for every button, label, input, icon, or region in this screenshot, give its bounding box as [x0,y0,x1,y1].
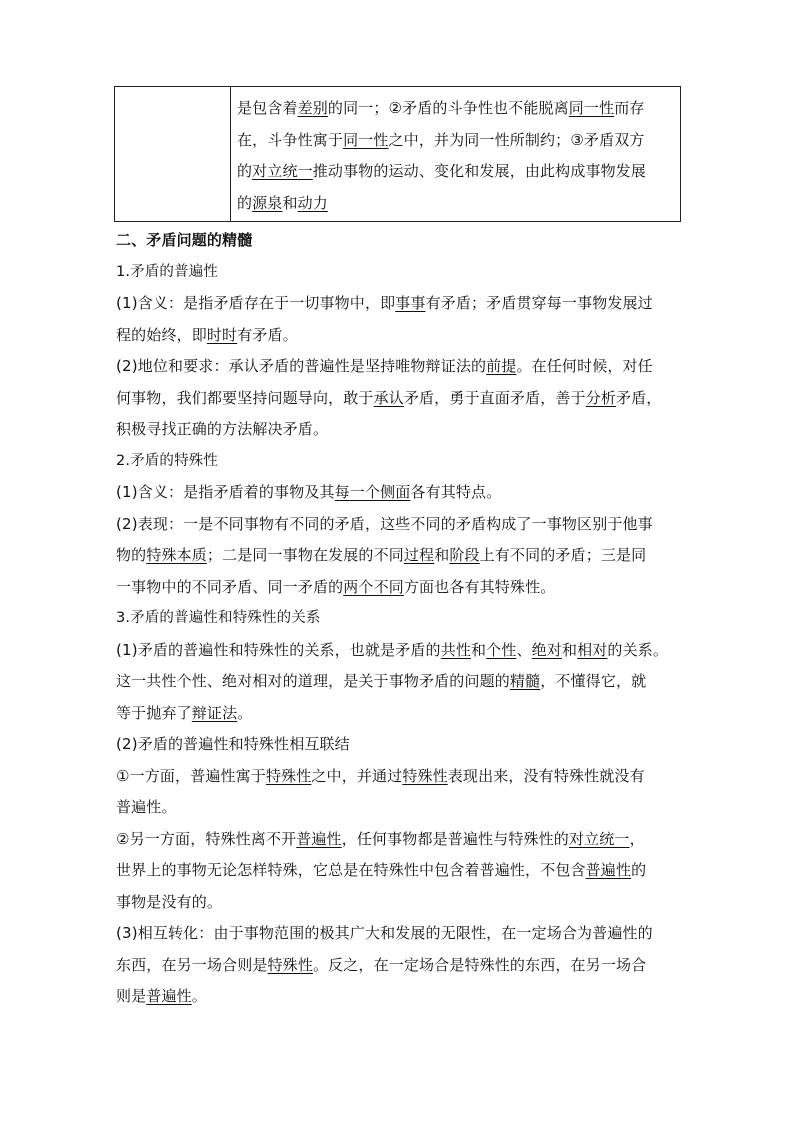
body-line [116,540,682,572]
text-segment: 、 [516,640,532,659]
text-segment: 之中，并为同一性所制约；③矛盾双方 [388,130,645,149]
text-segment: 2.矛盾的特殊性 [116,452,219,469]
table-cell-text [237,93,675,219]
body-line [116,351,682,383]
underlined-keyword: 阶段 [449,546,480,564]
text-segment: 的 [237,162,253,180]
underlined-keyword: 差别 [297,99,328,117]
section-heading [116,225,682,257]
underlined-keyword: 普遍性 [585,861,632,879]
text-segment: (2)矛盾的普遍性和特殊性相互联结 [116,735,350,753]
document-body [116,225,682,1013]
text-segment: (1)矛盾的普遍性和特殊性的关系，也就是矛盾的 [116,640,441,659]
underlined-keyword: 事事 [395,294,426,312]
text-segment: 程的始终，即 [116,325,207,344]
text-segment: 。在任何时候，对任 [516,357,653,375]
text-segment: 表现出来，没有特殊性就没有 [447,766,645,785]
body-line [116,698,682,730]
table-cell-line [237,156,675,188]
underlined-keyword: 时时 [206,325,238,344]
text-segment: 在，斗争性寓于 [237,130,344,149]
text-segment: 这一共性个性、绝对相对的道理，是关于事物矛盾的问题的 [116,672,510,690]
underlined-keyword: 两个不同 [343,577,404,596]
text-segment: ；二是同一事物在发展的不同 [206,546,404,564]
table-cell-line [237,125,675,157]
underlined-keyword: 同一性 [568,99,615,117]
text-segment: 一事物中的不同矛盾、同一矛盾的 [116,577,344,596]
body-line [116,288,682,320]
text-segment: 有矛盾。 [237,325,298,344]
subsection-heading [116,446,682,478]
text-segment: 。 [191,987,207,1005]
text-segment: 的 [237,193,253,212]
text-segment: (3)相互转化：由于事物范围的极其广大和发展的无限性，在一定场合为普遍性的 [116,924,653,942]
body-line [116,383,682,415]
subsection-heading [116,603,682,635]
body-line [116,666,682,698]
body-line [116,761,682,793]
body-line [116,635,682,667]
text-segment: 的同一；②矛盾的斗争性也不能脱离 [327,99,569,117]
body-line [116,824,682,856]
body-line [116,509,682,541]
body-line [116,981,682,1013]
text-segment: 何事物，我们都要坚持问题导向，敢于 [116,388,374,407]
underlined-keyword: 同一性 [343,130,389,149]
text-segment: 和 [561,640,578,659]
body-line [116,950,682,982]
text-segment: ②另一方面，特殊性离不开 [116,829,297,848]
text-segment: ， [629,829,645,848]
underlined-keyword: 对立统一 [568,829,630,848]
underlined-keyword: 普遍性 [296,829,342,848]
body-line [116,572,682,604]
underlined-keyword: 动力 [297,193,328,212]
body-line [116,887,682,919]
text-segment: 是包含着 [237,99,298,117]
underlined-keyword: 每一个侧面 [334,483,411,501]
text-segment: (2)地位和要求：承认矛盾的普遍性是坚持唯物辩证法的 [116,357,487,375]
text-segment: 事物是没有的。 [116,892,223,911]
subsection-heading [116,257,682,289]
underlined-keyword: 特殊性 [265,766,312,785]
text-segment: 世界上的事物无论怎样特殊，它总是在特殊性中包含着普遍性，不包含 [116,861,586,879]
underlined-keyword: 对立统一 [252,162,313,180]
text-segment: (2)表现：一是不同事物有不同的矛盾，这些不同的矛盾构成了一事物区别于他事 [116,514,653,533]
underlined-keyword: 承认 [373,388,404,407]
table-cell-line [237,188,675,220]
text-segment: 物的 [116,546,147,564]
text-segment: 普遍性。 [116,798,177,816]
body-line [116,477,682,509]
underlined-keyword: 分析 [585,388,616,407]
text-segment: 。 [237,703,253,722]
text-segment: 之中，并通过 [311,766,403,785]
text-segment: 而存 [614,99,645,117]
text-segment: 矛盾，勇于直面矛盾，善于 [403,388,586,407]
text-segment: 3.矛盾的普遍性和特殊性的关系 [116,610,321,626]
text-segment: 有矛盾；矛盾贯穿每一事物发展过 [425,294,653,312]
text-segment: 等于抛弃了 [116,703,192,722]
body-line [116,918,682,950]
text-segment: 和 [434,546,450,564]
text-segment: 1.矛盾的普遍性 [116,263,219,280]
text-segment: 方面也各有其特殊性。 [403,577,556,596]
underlined-keyword: 特殊性 [267,955,313,974]
underlined-keyword: 相对 [577,640,608,659]
text-segment: 积极寻找正确的方法解决矛盾。 [116,420,329,438]
table-fragment [114,86,681,222]
underlined-keyword: 个性 [486,640,517,659]
body-line [116,414,682,446]
table-column-divider [230,87,231,221]
text-segment: 东西，在另一场合则是 [116,955,268,974]
underlined-keyword: 精髓 [509,672,541,690]
body-line [116,792,682,824]
text-segment: 和 [471,640,487,659]
body-line [116,855,682,887]
text-segment: (1)含义：是指矛盾着的事物及其 [116,483,335,501]
underlined-keyword: 源泉 [252,193,283,212]
underlined-keyword: 前提 [486,357,517,375]
text-segment: ，不懂得它，就 [540,672,647,690]
text-segment: 的 [631,861,647,879]
underlined-keyword: 绝对 [531,640,562,659]
text-segment: 推动事物的运动、变化和发展，由此构成事物发展 [312,162,647,180]
text-segment: 各有其特点。 [410,483,502,501]
underlined-keyword: 特殊本质 [146,546,207,564]
underlined-keyword: 共性 [440,640,472,659]
underlined-keyword: 特殊性 [402,766,448,785]
text-segment: 。反之，在一定场合是特殊性的东西，在另一场合 [312,955,647,974]
text-segment: 二、矛盾问题的精髓 [116,231,253,249]
text-segment: 和 [282,193,298,212]
text-segment: 矛盾， [616,388,662,407]
body-line [116,729,682,761]
underlined-keyword: 普遍性 [146,987,192,1005]
text-segment: ①一方面，普遍性寓于 [116,766,266,785]
text-segment: 则是 [116,987,147,1005]
underlined-keyword: 过程 [403,546,435,564]
body-line [116,320,682,352]
text-segment: ，任何事物都是普遍性与特殊性的 [341,829,569,848]
text-segment: 的关系。 [607,640,669,659]
text-segment: 上有不同的矛盾；三是同 [479,546,647,564]
underlined-keyword: 辩证法 [191,703,238,722]
table-cell-line [237,93,675,125]
text-segment: (1)含义：是指矛盾存在于一切事物中，即 [116,294,396,312]
